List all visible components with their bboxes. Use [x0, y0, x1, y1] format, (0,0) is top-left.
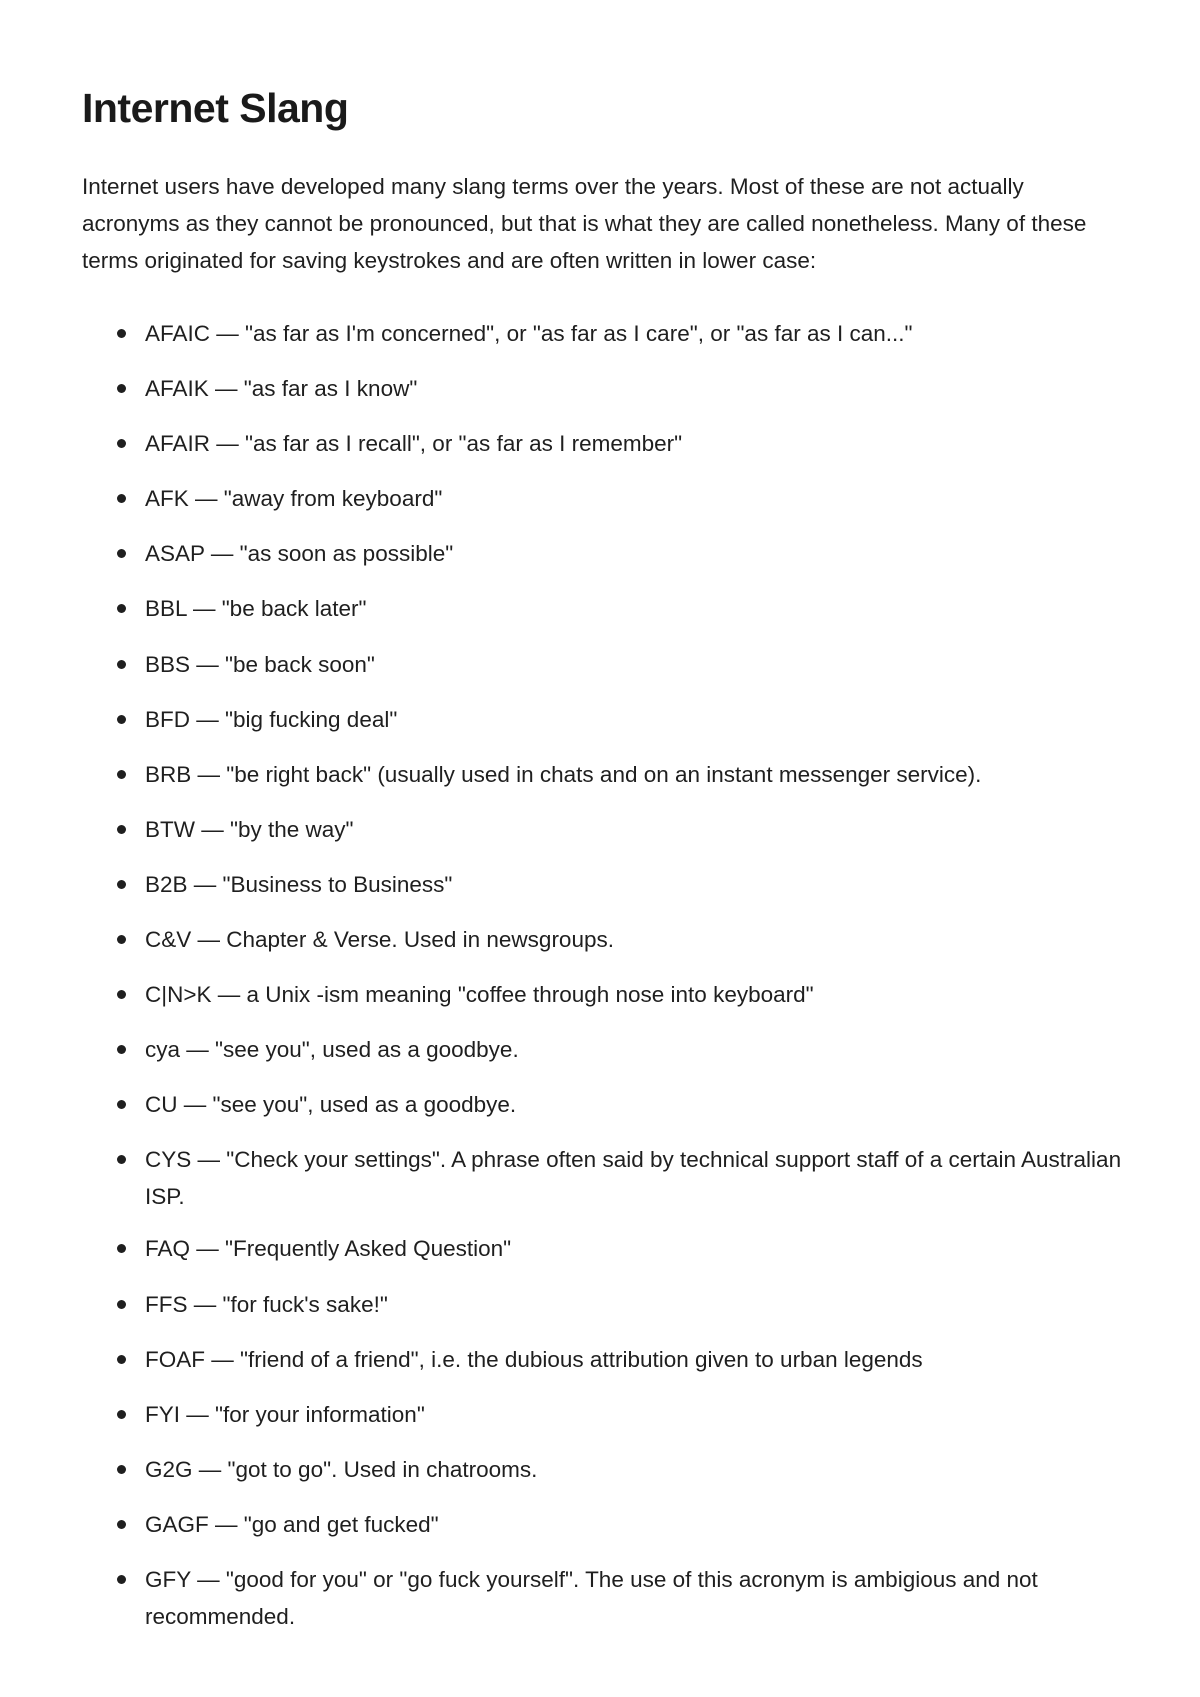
list-item-text: AFAIK — "as far as I know" — [145, 376, 418, 402]
bullet-icon — [117, 329, 126, 338]
list-item — [0, 976, 1200, 1013]
bullet-icon — [117, 1300, 126, 1309]
list-item — [0, 1506, 1200, 1543]
list-item — [0, 1141, 1200, 1215]
list-item-text: FAQ — "Frequently Asked Question" — [145, 1236, 512, 1262]
list-item — [0, 1451, 1200, 1488]
bullet-icon — [117, 1410, 126, 1419]
bullet-icon — [117, 1355, 126, 1364]
list-item — [0, 480, 1200, 517]
list-item-text: BTW — "by the way" — [145, 816, 354, 842]
bullet-icon — [117, 660, 126, 669]
bullet-icon — [117, 439, 126, 448]
bullet-icon — [117, 604, 126, 613]
list-item — [0, 425, 1200, 462]
bullet-icon — [117, 715, 126, 724]
list-item — [0, 535, 1200, 572]
bullet-icon — [117, 1520, 126, 1529]
list-item — [0, 756, 1200, 793]
list-item — [0, 1230, 1200, 1267]
bullet-icon — [117, 1045, 126, 1054]
list-item-text: GAGF — "go and get fucked" — [145, 1511, 439, 1537]
list-item — [0, 315, 1200, 352]
page-title: Internet Slang — [82, 85, 349, 131]
list-item — [0, 646, 1200, 683]
list-item — [0, 866, 1200, 903]
list-item-text: BBS — "be back soon" — [145, 651, 375, 677]
bullet-icon — [117, 935, 126, 944]
bullet-icon — [117, 770, 126, 779]
bullet-icon — [117, 825, 126, 834]
list-item-text: cya — "see you", used as a goodbye. — [145, 1037, 519, 1063]
slang-list — [0, 315, 1200, 1650]
list-item — [0, 1086, 1200, 1123]
bullet-icon — [117, 384, 126, 393]
list-item-text: BRB — "be right back" (usually used in chats and on an instant messenger service). — [145, 761, 982, 787]
list-item-text: GFY — "good for you" or "go fuck yourself". The use of this acronym is ambigious and not recommended. — [145, 1566, 1038, 1629]
list-item — [0, 811, 1200, 848]
list-item-text: FYI — "for your information" — [145, 1401, 425, 1427]
list-item-text: AFAIC — "as far as I'm concerned", or "as far as I care", or "as far as I can..." — [145, 321, 913, 346]
list-item — [0, 1031, 1200, 1068]
list-item — [0, 1396, 1200, 1433]
list-item — [0, 590, 1200, 627]
list-item-text: G2G — "got to go". Used in chatrooms. — [145, 1456, 538, 1482]
bullet-icon — [117, 549, 126, 558]
bullet-icon — [117, 494, 126, 503]
list-item-text: B2B — "Business to Business" — [145, 871, 453, 897]
list-item-text: BFD — "big fucking deal" — [145, 706, 398, 732]
list-item-text: AFK — "away from keyboard" — [145, 486, 443, 512]
list-item-text: AFAIR — "as far as I recall", or "as far as I remember" — [145, 431, 683, 457]
list-item — [0, 1341, 1200, 1378]
bullet-icon — [117, 1100, 126, 1109]
bullet-icon — [117, 1575, 126, 1584]
list-item — [0, 370, 1200, 407]
list-item — [0, 701, 1200, 738]
list-item — [0, 921, 1200, 958]
intro-paragraph: Internet users have developed many slang terms over the years. Most of these are not actually acronyms as they cannot be pronounced, but that is what they are called nonetheless. Many of these terms originated for saving keystrokes and are often written in lower case: — [82, 174, 1087, 273]
list-item-text: C|N>K — a Unix -ism meaning "coffee through nose into keyboard" — [145, 982, 814, 1008]
list-item-text: ASAP — "as soon as possible" — [145, 541, 454, 567]
bullet-icon — [117, 1244, 126, 1253]
bullet-icon — [117, 1155, 126, 1164]
bullet-icon — [117, 880, 126, 889]
list-item-text: CU — "see you", used as a goodbye. — [145, 1092, 517, 1118]
list-item-text: FOAF — "friend of a friend", i.e. the dubious attribution given to urban legends — [145, 1346, 923, 1372]
bullet-icon — [117, 990, 126, 999]
list-item — [0, 1561, 1200, 1635]
list-item-text: BBL — "be back later" — [145, 596, 367, 622]
list-item-text: C&V — Chapter & Verse. Used in newsgroups. — [145, 927, 614, 953]
list-item-text: CYS — "Check your settings". A phrase often said by technical support staff of a certain Australian ISP. — [145, 1147, 1122, 1210]
list-item-text: FFS — "for fuck's sake!" — [145, 1291, 388, 1317]
list-item — [0, 1286, 1200, 1323]
bullet-icon — [117, 1465, 126, 1474]
